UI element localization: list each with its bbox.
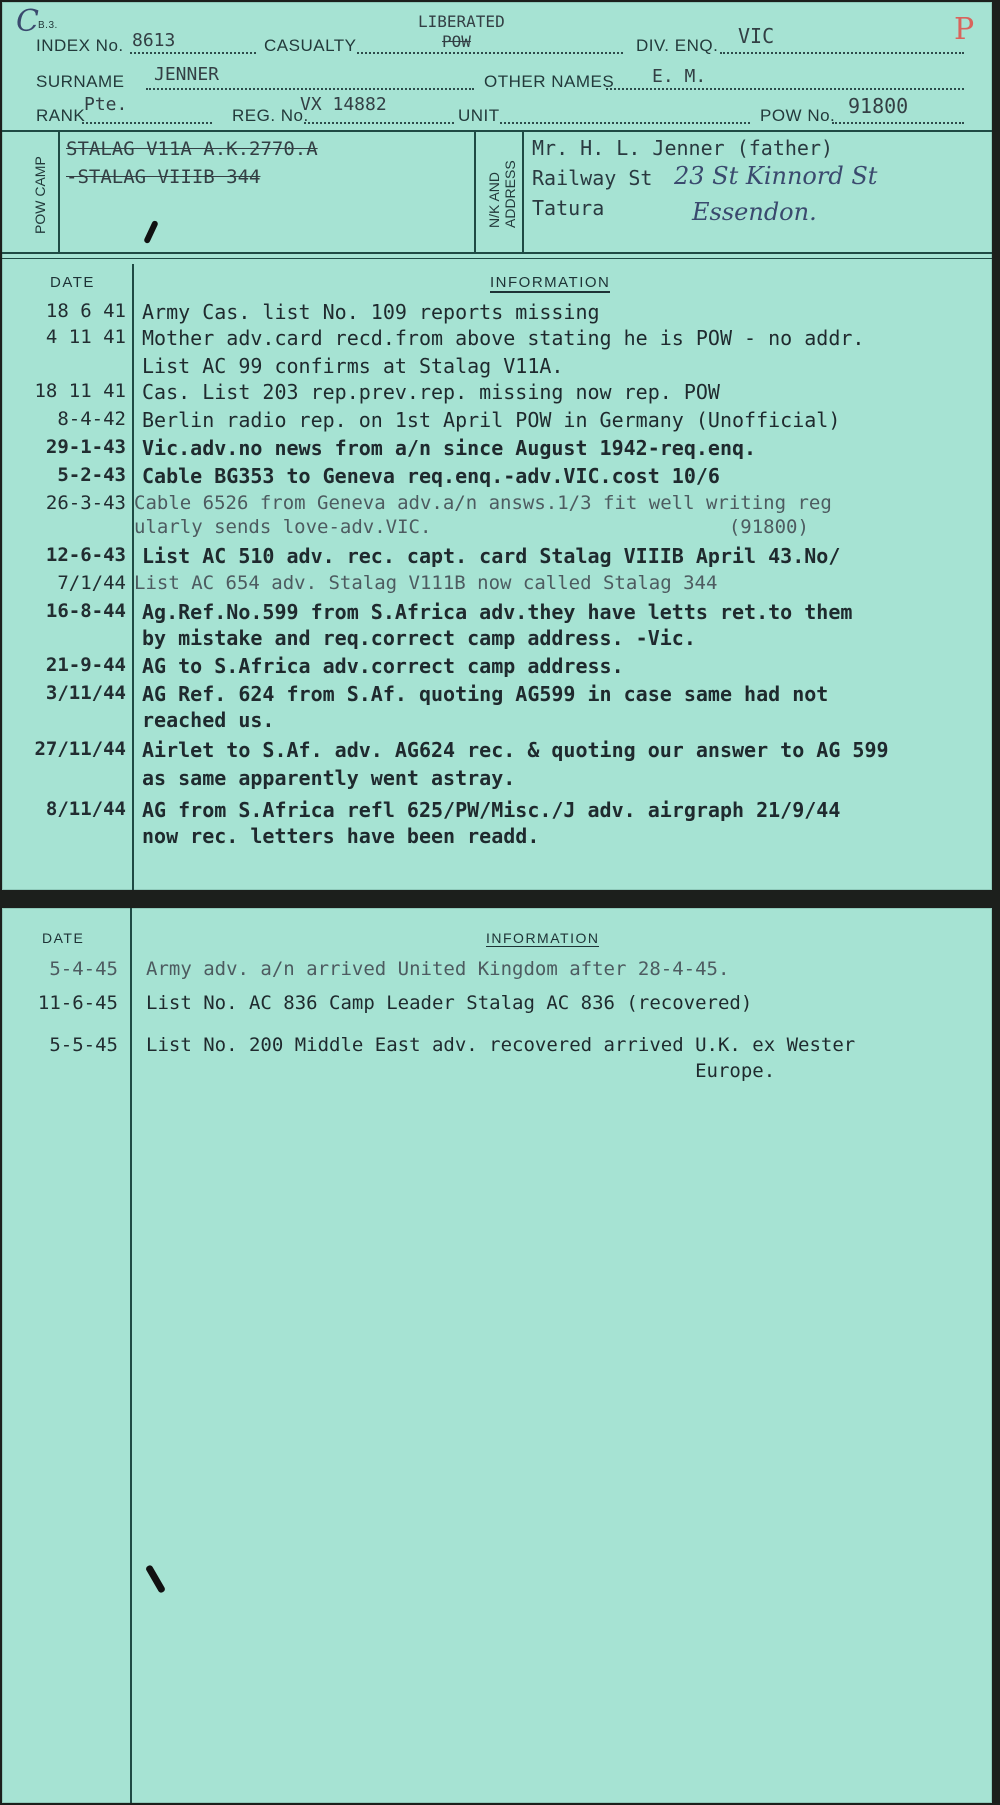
- entry-date: 27/11/44: [34, 738, 126, 760]
- entry-date: 18 6 41: [45, 300, 126, 322]
- entry-date: 4 11 41: [45, 326, 126, 348]
- rank-field-line: [82, 122, 212, 124]
- camp-address-divider: [474, 130, 476, 254]
- div-enq-field-line: [720, 52, 964, 54]
- entry-information: Vic.adv.no news from a/n since August 1942-req.enq.: [142, 436, 757, 460]
- date-header: DATE: [50, 274, 95, 291]
- back-information-header: INFORMATION: [486, 930, 600, 946]
- entry-information: now rec. letters have been readd.: [142, 824, 540, 848]
- entry-information: ularly sends love-adv.VIC. (91800): [134, 516, 809, 538]
- rank-value: Pte.: [84, 94, 128, 115]
- pow-no-value: 91800: [848, 94, 909, 118]
- box-bottom-rule-2: [2, 258, 992, 259]
- entry-information: AG from S.Africa refl 625/PW/Misc./J adv. airgraph 21/9/44: [142, 798, 841, 822]
- corner-letter-c: C: [16, 4, 39, 39]
- entry-information: Army Cas. list No. 109 reports missing: [142, 300, 600, 324]
- nk-label-line-2: ADDRESS: [502, 160, 518, 228]
- reg-no-label: REG. No.: [232, 106, 309, 125]
- surname-label: SURNAME: [36, 72, 125, 91]
- other-names-value: E. M.: [652, 66, 707, 87]
- pow-camp-divider: [58, 130, 60, 254]
- entry-date: 3/11/44: [45, 682, 126, 704]
- back-entry-information: List No. AC 836 Camp Leader Stalag AC 836 (recovered): [146, 992, 753, 1014]
- entry-information: Berlin radio rep. on 1st April POW in Germany (Unofficial): [142, 408, 841, 432]
- entry-date: 5-2-43: [57, 464, 126, 486]
- entry-date: 26-3-43: [45, 492, 126, 514]
- entry-information: AG to S.Africa adv.correct camp address.: [142, 654, 624, 678]
- pow-no-label: POW No.: [760, 106, 836, 125]
- rank-label: RANK: [36, 106, 86, 125]
- entry-information: as same apparently went astray.: [142, 766, 516, 790]
- casualty-label: CASUALTY: [264, 36, 357, 55]
- entry-date: 8/11/44: [45, 798, 126, 820]
- casualty-value: POW: [442, 32, 471, 51]
- unit-label: UNIT: [458, 106, 500, 125]
- back-entry-date: 5-4-45: [49, 958, 118, 980]
- other-names-label: OTHER NAMES: [484, 72, 615, 91]
- nk-address-divider: [522, 130, 524, 254]
- address-line-3: Tatura: [532, 196, 605, 220]
- back-entry-information: List No. 200 Middle East adv. recovered arrived U.K. ex Wester: [146, 1034, 856, 1056]
- index-field-line: [130, 52, 256, 54]
- entry-date: 21-9-44: [45, 654, 126, 676]
- unit-field-line: [500, 122, 750, 124]
- address-handwritten-1: 23 St Kinnord St: [674, 162, 878, 190]
- pow-camp-entry-1: STALAG V11A A.K.2770.A: [66, 138, 318, 160]
- entry-information: Ag.Ref.No.599 from S.Africa adv.they have letts ret.to them: [142, 600, 853, 624]
- corner-code: B.3.: [38, 20, 58, 31]
- reg-no-value: VX 14882: [300, 94, 387, 115]
- information-header: INFORMATION: [490, 274, 611, 291]
- entry-date: 8-4-42: [57, 408, 126, 430]
- entry-information: Cable BG353 to Geneva req.enq.-adv.VIC.cost 10/6: [142, 464, 720, 488]
- index-value: 8613: [132, 30, 176, 51]
- entry-information: List AC 99 confirms at Stalag V11A.: [142, 354, 564, 378]
- entry-date: 29-1-43: [45, 436, 126, 458]
- reg-no-field-line: [304, 122, 454, 124]
- entry-information: List AC 510 adv. rec. capt. card Stalag VIIIB April 43.No/: [142, 544, 841, 568]
- record-card-front: [2, 2, 992, 890]
- nk-label-line-1: N/K AND: [486, 171, 502, 228]
- entry-information: Airlet to S.Af. adv. AG624 rec. & quoting our answer to AG 599: [142, 738, 889, 762]
- ink-mark: [143, 220, 159, 244]
- div-enq-value: VIC: [738, 24, 775, 48]
- pow-no-field-line: [832, 122, 964, 124]
- surname-value: JENNER: [154, 64, 220, 85]
- entry-information: List AC 654 adv. Stalag V111B now called Stalag 344: [134, 572, 718, 594]
- back-entry-date: 11-6-45: [37, 992, 118, 1014]
- address-line-2: Railway St: [532, 166, 653, 190]
- entry-date: 7/1/44: [57, 572, 126, 594]
- entry-date: 18 11 41: [34, 380, 126, 402]
- surname-field-line: [146, 88, 474, 90]
- casualty-field-line: [357, 52, 623, 54]
- address-handwritten-2: Essendon.: [692, 198, 817, 226]
- back-entry-information: Army adv. a/n arrived United Kingdom after 28-4-45.: [146, 958, 730, 980]
- entry-information: Cas. List 203 rep.prev.rep. missing now rep. POW: [142, 380, 720, 404]
- corner-letter-p: P: [954, 12, 975, 47]
- back-date-column-divider: [130, 908, 132, 1803]
- box-bottom-rule: [2, 252, 992, 254]
- other-names-field-line: [606, 88, 964, 90]
- back-date-header: DATE: [42, 930, 85, 946]
- box-top-rule: [2, 130, 992, 132]
- entry-information: Mother adv.card recd.from above stating he is POW - no addr.: [142, 326, 865, 350]
- back-entry-date: 5-5-45: [49, 1034, 118, 1056]
- entry-information: AG Ref. 624 from S.Af. quoting AG599 in case same had not: [142, 682, 829, 706]
- index-label: INDEX No.: [36, 36, 124, 55]
- back-entry-information: Europe.: [146, 1060, 776, 1082]
- entry-information: Cable 6526 from Geneva adv.a/n answs.1/3 fit well writing reg: [134, 492, 832, 514]
- pow-camp-label: POW CAMP: [32, 156, 48, 234]
- record-card-back: [2, 908, 992, 1803]
- casualty-note: LIBERATED: [418, 12, 505, 31]
- address-line-1: Mr. H. L. Jenner (father): [532, 136, 834, 160]
- entry-information: reached us.: [142, 708, 275, 732]
- entry-date: 12-6-43: [45, 544, 126, 566]
- pow-camp-entry-2: -STALAG VIIIB 344: [66, 166, 261, 188]
- entry-date: 16-8-44: [45, 600, 126, 622]
- div-enq-label: DIV. ENQ.: [636, 36, 719, 55]
- entry-information: by mistake and req.correct camp address. -Vic.: [142, 626, 696, 650]
- back-ink-mark: [145, 1564, 166, 1593]
